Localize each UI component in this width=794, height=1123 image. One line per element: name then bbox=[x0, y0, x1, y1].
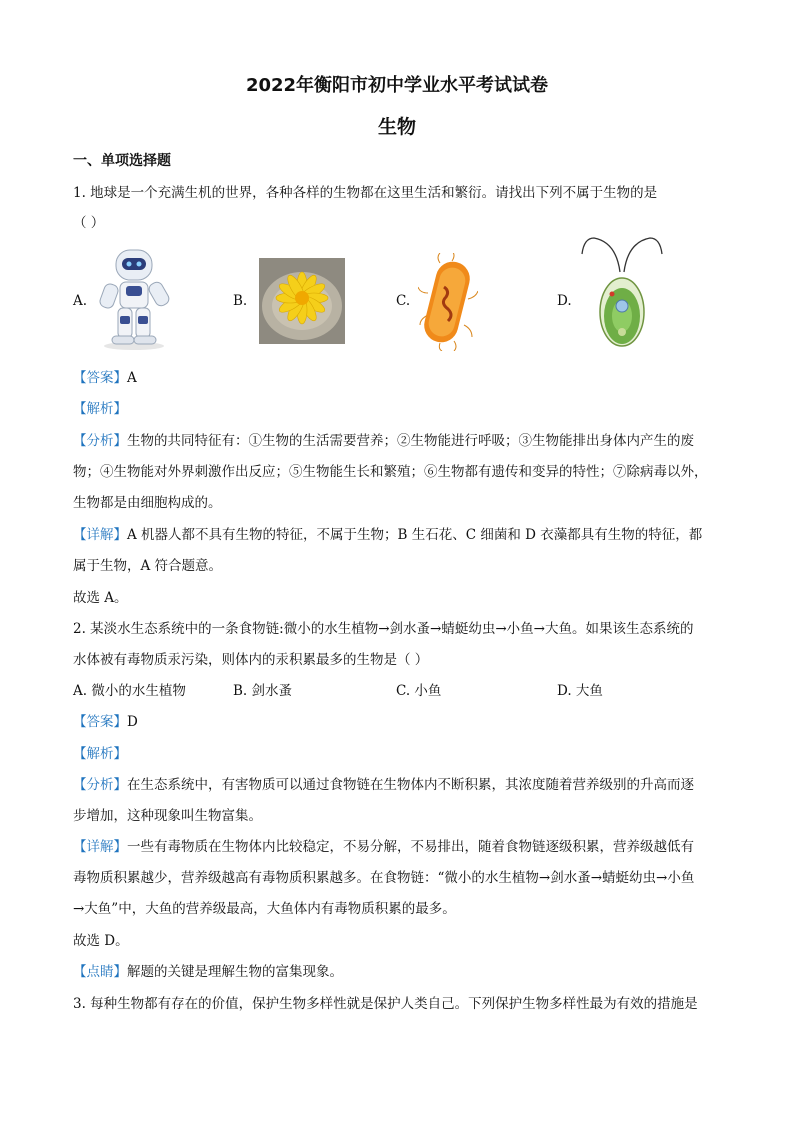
answer-tag: 【答案】 bbox=[73, 714, 127, 730]
q2-xiangjie-line1 bbox=[73, 838, 694, 856]
q1-stem: 1. 地球是一个充满生机的世界，各种各样的生物都在这里生活和繁衍。请找出下列不属于生物的是 bbox=[73, 185, 658, 201]
q2-xiangjie-line3: →大鱼”中，大鱼的营养级最高，大鱼体内有毒物质积累的最多。 bbox=[73, 901, 456, 917]
q1-analysis-tag bbox=[73, 400, 127, 418]
q1-answer-value: A bbox=[127, 370, 137, 386]
q2-stem-line2: 水体被有毒物质汞污染，则体内的汞积累最多的生物是（ ） bbox=[73, 652, 429, 668]
q1-stem-paren: （ ） bbox=[73, 215, 105, 231]
q1-option-a-label: A. bbox=[73, 293, 88, 309]
q2-option-d: D. 大鱼 bbox=[557, 683, 603, 699]
xiangjie-tag: 【详解】 bbox=[73, 839, 127, 855]
dianjing-tag: 【点睛】 bbox=[73, 964, 127, 980]
q2-dianjing-text: 解题的关键是理解生物的富集现象。 bbox=[127, 964, 343, 980]
q2-option-c: C. 小鱼 bbox=[396, 683, 442, 699]
q1-answer bbox=[73, 369, 137, 387]
q3-stem-line1: 3. 每种生物都有存在的价值，保护生物多样性就是保护人类自己。下列保护生物多样性最为有效的措施是 bbox=[73, 996, 698, 1012]
q1-fenxi-line3: 生物都是由细胞构成的。 bbox=[73, 495, 222, 511]
q1-conclusion: 故选 A。 bbox=[73, 590, 128, 606]
q2-xiangjie-text1: 一些有毒物质在生物体内比较稳定，不易分解，不易排出，随着食物链逐级积累，营养级越低有 bbox=[127, 839, 694, 855]
q2-answer-value: D bbox=[127, 714, 138, 730]
q2-xiangjie-line2: 毒物质积累越少，营养级越高有毒物质积累越多。在食物链：“微小的水生植物→剑水蚤→蜻蜓幼虫→小鱼 bbox=[73, 870, 695, 886]
exam-title: 2022年衡阳市初中学业水平考试试卷 bbox=[245, 75, 549, 96]
subject-title: 生物 bbox=[377, 116, 416, 138]
q1-option-d-label: D. bbox=[557, 293, 572, 309]
q2-dianjing bbox=[73, 963, 343, 981]
q2-answer bbox=[73, 713, 138, 731]
xiangjie-tag: 【详解】 bbox=[73, 527, 127, 543]
q1-fenxi-text1: 生物的共同特征有：①生物的生活需要营养；②生物能进行呼吸；③生物能排出身体内产生的废 bbox=[127, 433, 694, 449]
analysis-tag: 【解析】 bbox=[73, 746, 127, 762]
q2-analysis-tag bbox=[73, 745, 127, 763]
section-heading: 一、单项选择题 bbox=[73, 153, 171, 169]
q1-fenxi-line2: 物；④生物能对外界刺激作出反应；⑤生物能生长和繁殖；⑥生物都有遗传和变异的特性；⑦除病毒以外， bbox=[73, 464, 708, 480]
fenxi-tag: 【分析】 bbox=[73, 777, 127, 793]
fenxi-tag: 【分析】 bbox=[73, 433, 127, 449]
q2-fenxi-line2: 步增加，这种现象叫生物富集。 bbox=[73, 808, 262, 824]
q1-xiangjie-line1 bbox=[73, 526, 702, 544]
chlamydomonas-icon bbox=[580, 232, 664, 354]
q1-xiangjie-text1: A 机器人都不具有生物的特征，不属于生物；B 生石花、C 细菌和 D 衣藻都具有生物的特征，都 bbox=[127, 527, 703, 543]
q2-option-a: A. 微小的水生植物 bbox=[73, 683, 186, 699]
q2-stem-line1: 2. 某淡水生态系统中的一条食物链:微小的水生植物→剑水蚤→蜻蜓幼虫→小鱼→大鱼。如果该生态系统的 bbox=[73, 621, 694, 637]
q1-fenxi-line1 bbox=[73, 432, 694, 450]
robot-icon bbox=[96, 246, 172, 354]
q2-conclusion: 故选 D。 bbox=[73, 933, 129, 949]
stone-flower-icon bbox=[259, 258, 345, 348]
q2-fenxi-line1 bbox=[73, 776, 694, 794]
q1-option-c-label: C. bbox=[396, 293, 411, 309]
q1-xiangjie-line2: 属于生物，A 符合题意。 bbox=[73, 558, 223, 574]
bacterium-icon bbox=[418, 253, 478, 355]
q1-option-b-label: B. bbox=[233, 293, 248, 309]
q2-fenxi-text1: 在生态系统中，有害物质可以通过食物链在生物体内不断积累，其浓度随着营养级别的升高而逐 bbox=[127, 777, 694, 793]
answer-tag: 【答案】 bbox=[73, 370, 127, 386]
q2-option-b: B. 剑水蚤 bbox=[233, 683, 293, 699]
analysis-tag: 【解析】 bbox=[73, 401, 127, 417]
